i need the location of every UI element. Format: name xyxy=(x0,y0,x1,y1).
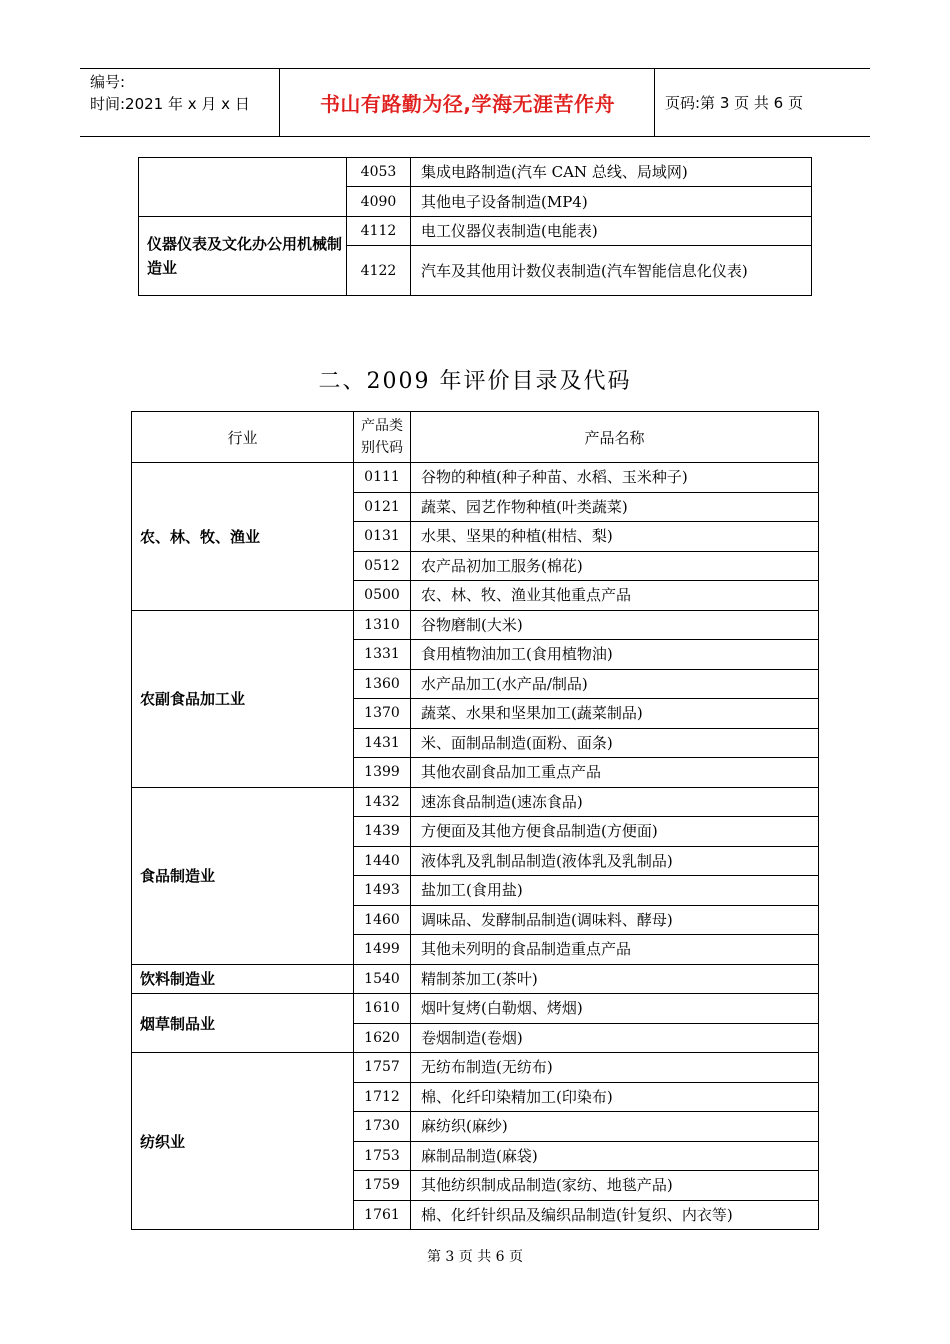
name-cell: 速冻食品制造(速冻食品) xyxy=(411,787,819,817)
category-cell: 食品制造业 xyxy=(132,787,354,964)
name-cell: 卷烟制造(卷烟) xyxy=(411,1023,819,1053)
name-cell: 液体乳及乳制品制造(液体乳及乳制品) xyxy=(411,846,819,876)
table-row xyxy=(132,787,819,817)
time-label: 时间:2021 年 x 月 x 日 xyxy=(90,95,250,113)
name-cell: 汽车及其他用计数仪表制造(汽车智能信息化仪表) xyxy=(411,246,812,296)
name-cell: 麻制品制造(麻袋) xyxy=(411,1141,819,1171)
table-row xyxy=(132,994,819,1024)
number-label: 编号: xyxy=(90,73,126,91)
category-cell: 烟草制品业 xyxy=(132,994,354,1053)
name-header: 产品名称 xyxy=(411,412,819,463)
code-cell: 0131 xyxy=(354,522,411,552)
code-cell: 1370 xyxy=(354,699,411,729)
code-cell: 1310 xyxy=(354,610,411,640)
name-cell: 蔬菜、水果和坚果加工(蔬菜制品) xyxy=(411,699,819,729)
code-cell: 1399 xyxy=(354,758,411,788)
category-cell: 农副食品加工业 xyxy=(132,610,354,787)
name-cell: 水果、坚果的种植(柑桔、梨) xyxy=(411,522,819,552)
name-cell: 烟叶复烤(白勒烟、烤烟) xyxy=(411,994,819,1024)
code-cell: 1757 xyxy=(354,1053,411,1083)
name-cell: 谷物的种植(种子种苗、水稻、玉米种子) xyxy=(411,463,819,493)
table-row xyxy=(132,964,819,994)
name-cell: 水产品加工(水产品/制品) xyxy=(411,669,819,699)
catalog-table-body xyxy=(132,463,819,1230)
page-header xyxy=(80,68,870,137)
section-title: 二、2009 年评价目录及代码 xyxy=(318,369,632,394)
name-cell: 其他未列明的食品制造重点产品 xyxy=(411,935,819,965)
header-motto-cell xyxy=(281,69,655,136)
code-cell: 1753 xyxy=(354,1141,411,1171)
code-cell: 1610 xyxy=(354,994,411,1024)
code-header: 产品类别代码 xyxy=(354,412,411,463)
table-row xyxy=(132,610,819,640)
name-cell: 棉、化纤印染精加工(印染布) xyxy=(411,1082,819,1112)
name-cell: 其他电子设备制造(MP4) xyxy=(411,187,812,217)
motto: 书山有路勤为径,学海无涯苦作舟 xyxy=(319,92,616,116)
code-cell: 1431 xyxy=(354,728,411,758)
code-cell: 4090 xyxy=(347,187,411,217)
table-row xyxy=(139,158,812,187)
name-cell: 农产品初加工服务(棉花) xyxy=(411,551,819,581)
code-cell: 1331 xyxy=(354,640,411,670)
name-cell: 其他农副食品加工重点产品 xyxy=(411,758,819,788)
table-row xyxy=(132,1053,819,1083)
name-cell: 电工仪器仪表制造(电能表) xyxy=(411,217,812,246)
name-cell: 蔬菜、园艺作物种植(叶类蔬菜) xyxy=(411,492,819,522)
code-cell: 1360 xyxy=(354,669,411,699)
code-cell: 1712 xyxy=(354,1082,411,1112)
name-cell: 农、林、牧、渔业其他重点产品 xyxy=(411,581,819,611)
name-cell: 食用植物油加工(食用植物油) xyxy=(411,640,819,670)
category-cell: 饮料制造业 xyxy=(132,964,354,994)
catalog-table xyxy=(131,411,819,1230)
table-row xyxy=(132,463,819,493)
name-cell: 精制茶加工(茶叶) xyxy=(411,964,819,994)
code-cell: 1730 xyxy=(354,1112,411,1142)
code-cell: 0111 xyxy=(354,463,411,493)
code-cell: 0500 xyxy=(354,581,411,611)
header-meta xyxy=(80,69,280,136)
continued-table xyxy=(138,157,812,296)
code-cell: 1432 xyxy=(354,787,411,817)
name-cell: 无纺布制造(无纺布) xyxy=(411,1053,819,1083)
name-cell: 米、面制品制造(面粉、面条) xyxy=(411,728,819,758)
code-cell: 1499 xyxy=(354,935,411,965)
category-cell: 农、林、牧、渔业 xyxy=(132,463,354,611)
code-cell: 1620 xyxy=(354,1023,411,1053)
code-cell: 1440 xyxy=(354,846,411,876)
category-cell: 纺织业 xyxy=(132,1053,354,1230)
code-cell: 1540 xyxy=(354,964,411,994)
code-cell: 4053 xyxy=(347,158,411,187)
table-row xyxy=(139,217,812,246)
page-footer: 第 3 页 共 6 页 xyxy=(426,1249,524,1265)
code-cell: 1493 xyxy=(354,876,411,906)
name-cell: 方便面及其他方便食品制造(方便面) xyxy=(411,817,819,847)
code-cell: 4122 xyxy=(347,246,411,296)
category-cell-empty xyxy=(139,158,347,217)
name-cell: 调味品、发酵制品制造(调味料、酵母) xyxy=(411,905,819,935)
name-cell: 谷物磨制(大米) xyxy=(411,610,819,640)
code-cell: 1460 xyxy=(354,905,411,935)
category-cell: 仪器仪表及文化办公用机械制造业 xyxy=(139,217,347,296)
page-info: 页码:第 3 页 共 6 页 xyxy=(665,94,803,112)
code-cell: 1439 xyxy=(354,817,411,847)
name-cell: 盐加工(食用盐) xyxy=(411,876,819,906)
code-cell: 0512 xyxy=(354,551,411,581)
code-cell: 1759 xyxy=(354,1171,411,1201)
name-cell: 麻纺织(麻纱) xyxy=(411,1112,819,1142)
code-cell: 1761 xyxy=(354,1200,411,1230)
name-cell: 集成电路制造(汽车 CAN 总线、局域网) xyxy=(411,158,812,187)
table-header-row xyxy=(132,412,819,463)
name-cell: 棉、化纤针织品及编织品制造(针复织、内衣等) xyxy=(411,1200,819,1230)
code-cell: 0121 xyxy=(354,492,411,522)
industry-header: 行业 xyxy=(132,412,354,463)
code-cell: 4112 xyxy=(347,217,411,246)
name-cell: 其他纺织制成品制造(家纺、地毯产品) xyxy=(411,1171,819,1201)
